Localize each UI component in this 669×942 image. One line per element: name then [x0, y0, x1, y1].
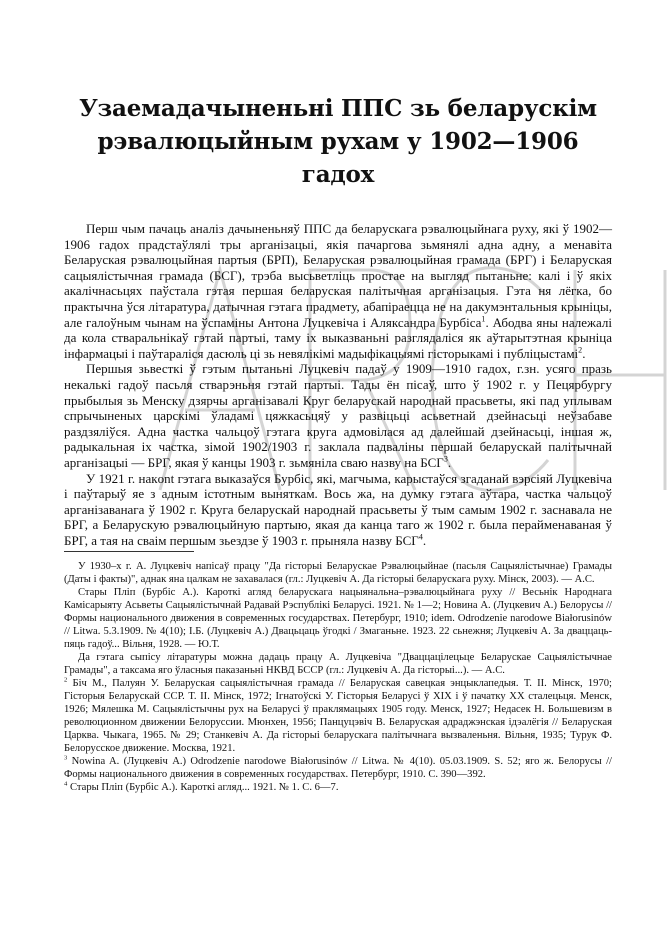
- paragraph-2-text: Першыя зьвесткі ў гэтым пытаньні Луцкевіч падаў у 1909—1910 гадох, г.зн. усяго празь некалькі гадоў пасьля стварэньня гэтай партыі. Тады ён пісаў, што ў 1902 г. у Пецярбургу прыбылыя зь Менску дзярчы арганізавалі Круг беларускай народнай прасьветы, які пад уплывам спрычыненых царскімі ўладамі цяжкасьцяў у развіцьці асьветнай дзейнасьці неўзабаве раздзяліўся. Адна частка чальцоў гэтага круга адмовілася ад далейшай дзейнасьці, іншая ж, радыкальная іх частка, зімой 1902/1903 г. заклала падваліны першай беларускай палітычнай арганізацыі — БРГ, якая ў канцы 1903 г. зьмяніла сваю назву на БСГ: [64, 361, 612, 470]
- document-page: [64, 92, 612, 794]
- footnote-1: Стары Пліп (Бурбіс А.). Кароткі агляд беларускага нацыянальна–рэвалюцыйнага руху // Весьнік Народнага Камісарыяту Асьветы Сацыялістычнай Радавай Рэспублікі Беларусі. 1921. № 1—2; Новина А. (Луцкевич А.) Белорусы // Формы национального движения в современных государствах. Петербург, 1910; idem. Odrodzenie narodowe Białorusinów // Litwa. 5.3.1909. № 4(10); І.Б. (Луцкевіч А.) Двацьцаць ўгодкі / Змаганьне. 1923. 22 сьнежня; Луцкевіч А. За дваццаць-пяць гадоў... Вільня, 1928. — Ю.Т.: [64, 587, 612, 651]
- paragraph-1-text: Перш чым пачаць аналіз дачыненьняў ППС да беларускага рэвалюцыйнага руху, які ў 1902—1906 гадох прадстаўлялі тры арганізацыі, якія пачаргова зьмянялі адна адну, а менавіта Беларуская рэвалюцыйная партыя (БРП), Беларуская рэвалюцыйная грамада (БРГ) і Беларуская сацыялістычная грамада (БСГ), трэба высьветліць простае на выгляд пытаньне: калі і ў якіх акалічнасьцях паўстала гэтая першая беларуская палітычная арганізацыя. Гэта ня лёгка, бо практычна ўся літаратура, датычная гэтага прадмету, абапіраецца не на дакумэнтальныя крыніцы, але галоўным чынам на ўспаміны Антона Луцкевіча і Аляксандра Бурбіса: [64, 221, 612, 330]
- footnote-3-text: Nowina A. (Луцкевіч А.) Odrodzenie narodowe Białorusinów // Litwa. № 4(10). 05.03.1909. S. 52; яго ж. Белорусы // Формы национального движения в современных государствах. Петербург, 1910. С. 390—392.: [64, 756, 612, 781]
- footnote-3: [64, 755, 612, 781]
- paragraph-3-text: У 1921 г. накont гэтага выказаўся Бурбіс, які, магчыма, карыстаўся згаданай вэрсіяй Луцкевіча і паўтарыў яе з адным істотным выняткам. Вось жа, на думку гэтага аўтара, частка чальцоў арганізаванага ў 1902 г. Круга беларускай народнай прасьветы ў тым самым 1902 г. заснавала не БРГ, а Беларускую рэвалюцыйную партыю, якая да канца таго ж 1902 г. была перайменаваная ў БРГ, а тая на сваім першым зьездзе ў 1903 г. прыняла назву БСГ: [64, 470, 612, 548]
- footnote-ref-2[interactable]: 2: [578, 345, 583, 355]
- footnote-2-text: Біч М., Палуян У. Беларуская сацыялістычная грамада // Беларуская савецкая энцыклапедыя. Т. II. Мінск, 1970; Гісторыя Беларускай ССР. Т. II. Мінск, 1972; Ігнатоўскі У. Гісторыя Беларусі ў XIX і ў пачатку XX сталецьця. Менск, 1926; Мялешка М. Сацыялістычны рух на Беларусі ў праклямацыях 1905 году. Менск, 1927; Недасек Н. Большевизм в революционном движении Белоруссии. Мюнхен, 1956; Панцуцэвіч В. Беларуская адраджэнская ідэалёгія // Беларуская Царква. Чыкага, 1965. № 29; Станкевіч А. Да гісторыі беларускага палітычнага вызваленьня. Вільня, 1935; Турук Ф. Белорусское движение. Москва, 1921.: [64, 678, 612, 755]
- paragraph-3: [64, 471, 612, 549]
- footnote-4-text: Стары Пліп (Бурбіс А.). Кароткі агляд... 1921. № 1. С. 6—7.: [69, 782, 339, 794]
- footnote-4: [64, 781, 612, 794]
- article-body: [64, 221, 612, 548]
- footnote-ref-1[interactable]: 1: [481, 314, 486, 324]
- paragraph-2: [64, 361, 612, 470]
- paragraph-1: [64, 221, 612, 361]
- footnote-2: [64, 677, 612, 755]
- footnotes: [64, 560, 612, 794]
- paragraph-2-tail: .: [447, 454, 452, 470]
- paragraph-1-tail: . Абодва яны належалі да кола стваральнікаў гэтай партыі, таму іх выказваньні разглядаліся як аўтарытэтная крыніца інфармацыі і паўтараліся дасюль ці зь невялікімі мадыфікацыямі гісторыкамі і публіцыстамі: [64, 314, 612, 361]
- paragraph-3-tail: .: [422, 532, 427, 548]
- footnote-4-number: 4: [64, 780, 68, 788]
- footnote-2-number: 2: [64, 676, 68, 684]
- footnotes-divider: [64, 551, 194, 560]
- editor-note-2: Да гэтага сыпісу літаратуры можна дадаць працу А. Луцкевіча "Дваццацілецьце Беларускае Сацыялістычнае Грамады", а таксама яго ўласныя паказаньні НКВД БССР (гл.: Луцкевіч А. Да гісторыі...). — А.С.: [64, 652, 612, 677]
- footnote-ref-4[interactable]: 4: [418, 532, 423, 542]
- footnote-ref-3[interactable]: 3: [443, 454, 448, 464]
- paragraph-1-end: .: [582, 345, 586, 361]
- article-title: Узаемадачыненьні ППС зь беларускім рэвалюцыйным рухам у 1902—1906 гадох: [79, 95, 597, 188]
- footnote-3-number: 3: [64, 754, 68, 762]
- editor-note-1: У 1930–х г. А. Луцкевіч напісаў працу "Да гісторыі Беларускае Рэвалюцыйнае (пасьля Сацыялістычнае) Грамады (Даты і факты)", аднак яна цалкам не захавалася (гл.: Луцкевіч А. Да гісторыі беларускага руху. Мінск, 2003). — А.С.: [64, 561, 612, 586]
